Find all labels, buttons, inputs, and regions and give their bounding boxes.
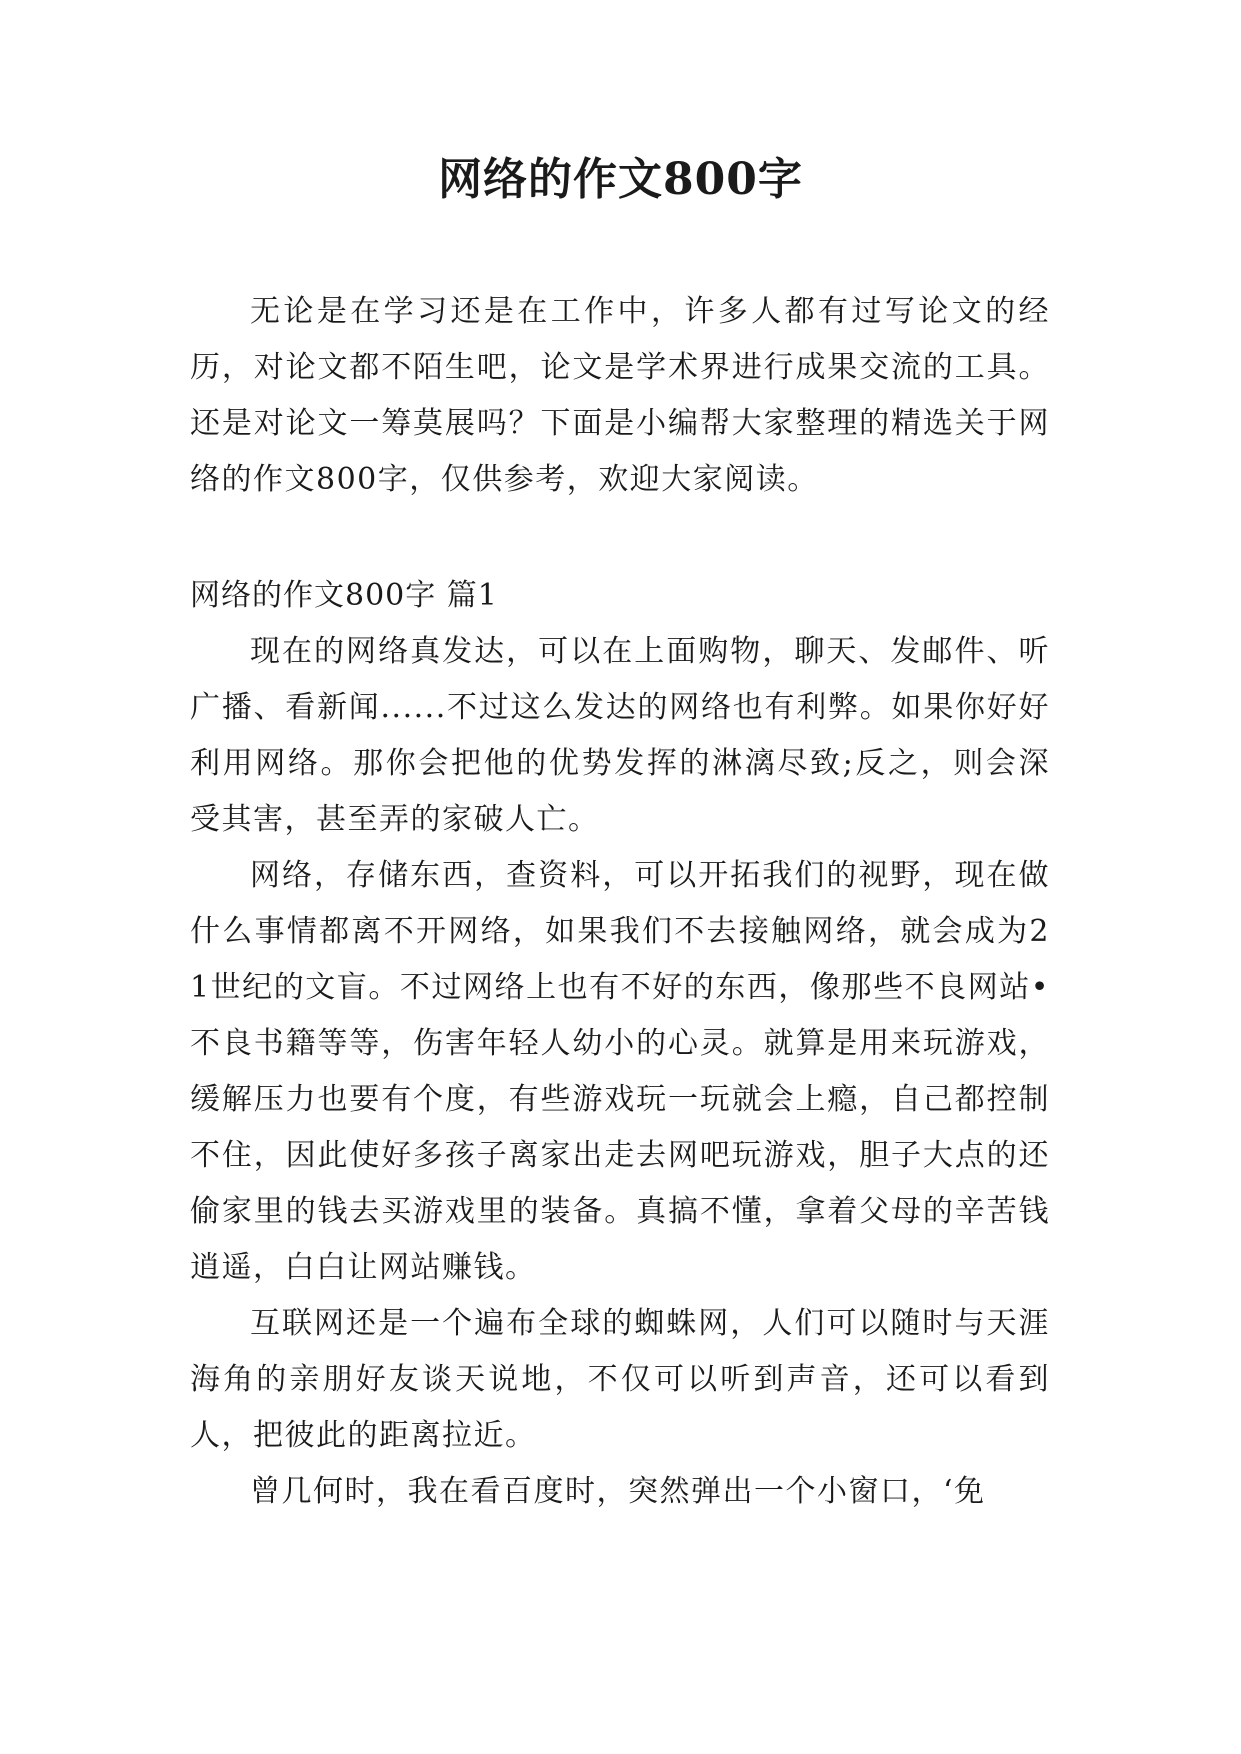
section-heading: 网络的作文800字 篇1 bbox=[190, 578, 498, 613]
intro-paragraph: 无论是在学习还是在工作中，许多人都有过写论文的经历，对论文都不陌生吧，论文是学术界进行成果交流的工具。还是对论文一筹莫展吗？下面是小编帮大家整理的精选关于网络的作文800字，仅供参考，欢迎大家阅读。 bbox=[190, 294, 1050, 497]
body-paragraph-4: 曾几何时，我在看百度时，突然弹出一个小窗口，‘免 bbox=[250, 1474, 986, 1509]
document-body bbox=[190, 284, 1050, 1520]
body-paragraph-1: 现在的网络真发达，可以在上面购物，聊天、发邮件、听广播、看新闻......不过这么发达的网络也有利弊。如果你好好利用网络。那你会把他的优势发挥的淋漓尽致;反之，则会深受其害，甚至弄的家破人亡。 bbox=[190, 634, 1050, 837]
document-title: 网络的作文800字 bbox=[438, 154, 803, 205]
body-paragraph-3: 互联网还是一个遍布全球的蜘蛛网，人们可以随时与天涯海角的亲朋好友谈天说地，不仅可以听到声音，还可以看到人，把彼此的距离拉近。 bbox=[190, 1306, 1050, 1453]
body-paragraph-2: 网络，存储东西，查资料，可以开拓我们的视野，现在做什么事情都离不开网络，如果我们不去接触网络，就会成为21世纪的文盲。不过网络上也有不好的东西，像那些不良网站•不良书籍等等，伤害年轻人幼小的心灵。就算是用来玩游戏，缓解压力也要有个度，有些游戏玩一玩就会上瘾，自己都控制不住，因此使好多孩子离家出走去网吧玩游戏，胆子大点的还偷家里的钱去买游戏里的装备。真搞不懂，拿着父母的辛苦钱逍遥，白白让网站赚钱。 bbox=[190, 858, 1050, 1285]
